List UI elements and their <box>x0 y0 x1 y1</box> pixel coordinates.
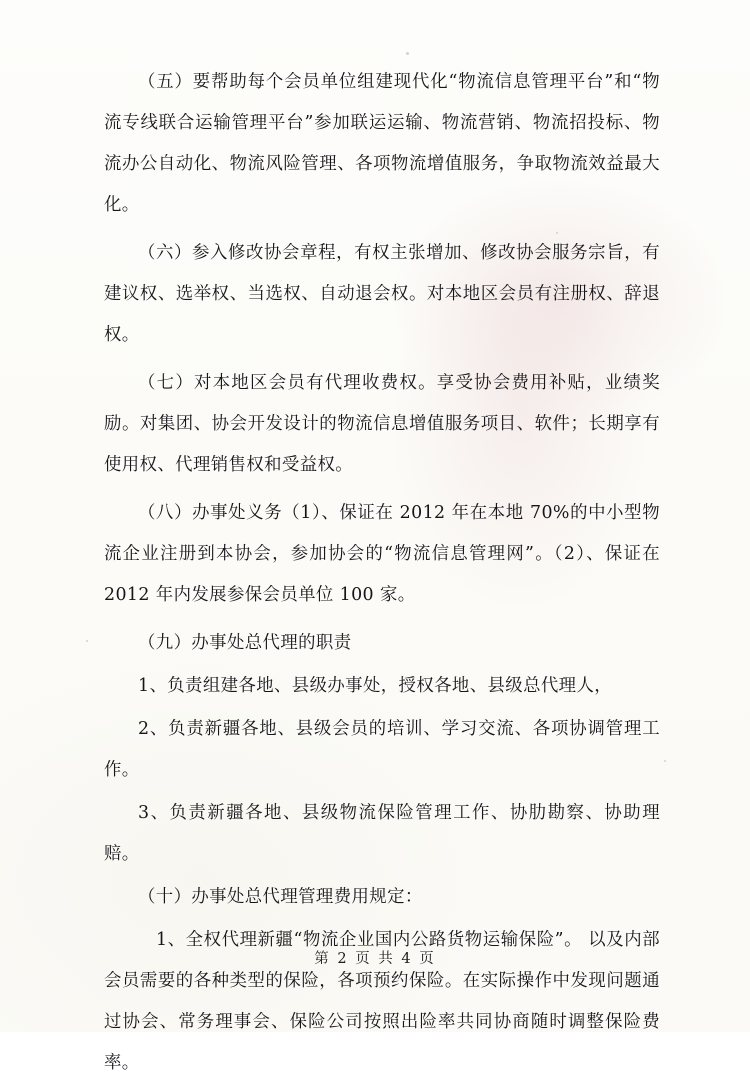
paragraph: （六）参入修改协会章程，有权主张增加、修改协会服务宗旨，有建议权、选举权、当选权、自动退会权。对本地区会员有注册权、辞退权。 <box>104 243 660 345</box>
document-body <box>104 62 660 1091</box>
list-item: 1、负责组建各地、县级办事处，授权各地、县级总代理人， <box>138 676 613 696</box>
paper-speck <box>86 640 88 642</box>
paragraph: （五）要帮助每个会员单位组建现代化“物流信息管理平台”和“物流专线联合运输管理平台”参加联运运输、物流营销、物流招投标、物流办公自动化、物流风险管理、各项物流增值服务，争取物流效益最大化。 <box>104 72 660 215</box>
paper-speck <box>406 52 409 55</box>
paper-speck <box>664 760 666 762</box>
list-item: 3、负责新疆各地、县级物流保险管理工作、协肋勘察、协助理赔。 <box>104 803 660 864</box>
paragraph: （七）对本地区会员有代理收费权。享受协会费用补贴，业绩奖励。对集团、协会开发设计的物流信息增值服务项目、软件；长期享有使用权、代理销售权和受益权。 <box>104 373 660 475</box>
list-item: 1、全权代理新疆“物流企业国内公路货物运输保险”。 以及内部会员需要的各种类型的保险，各项预约保险。在实际操作中发现问题通过协会、常务理事会、保险公司按照出险率共同协商随时调整保险费率。 <box>104 930 660 1073</box>
page-footer: 第 2 页 共 4 页 <box>314 951 436 967</box>
paragraph: （九）办事处总代理的职责 <box>138 633 352 653</box>
paragraph: （八）办事处义务（1）、保证在 2012 年在本地 70%的中小型物流企业注册到本协会，参加协会的“物流信息管理网”。（2）、保证在 2012 年内发展参保会员单位 100 家。 <box>104 503 660 605</box>
paragraph: （十）办事处总代理管理费用规定： <box>138 887 423 907</box>
list-item: 2、负责新疆各地、县级会员的培训、学习交流、各项协调管理工作。 <box>104 719 660 780</box>
